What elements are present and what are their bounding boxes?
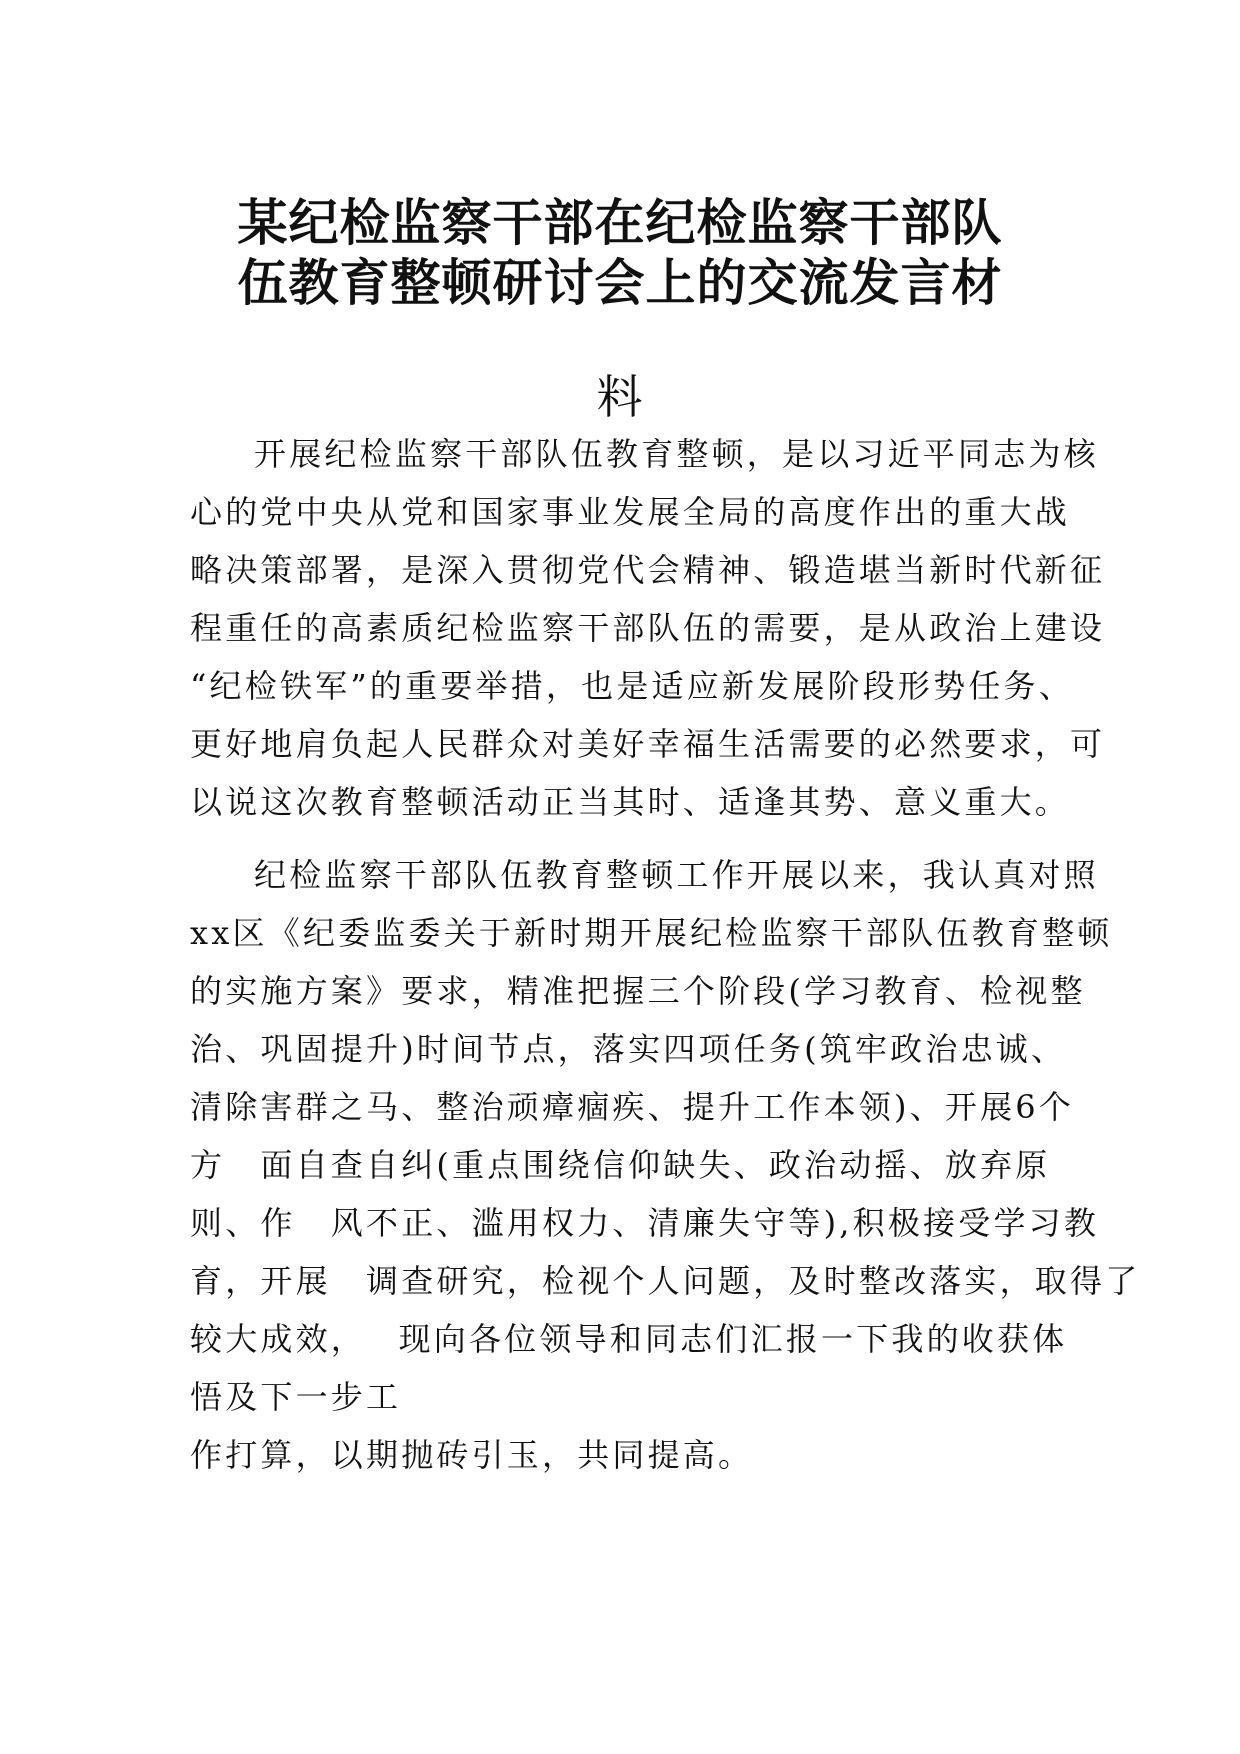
paragraph-1-line-1: 开展纪检监察干部队伍教育整顿，是以习近平同志为核: [254, 435, 1099, 473]
paragraph-1-line-5: “纪检铁军”的重要举措，也是适应新发展阶段形势任务、: [190, 667, 1074, 705]
paragraph-2-line-7: 则、作 风不正、滥用权力、清廉失守等),积极接受学习教: [190, 1204, 1100, 1242]
paragraph-2-line-8: 育，开展 调查研究，检视个人问题，及时整改落实，取得了: [190, 1262, 1141, 1300]
document-title-line-2: 伍教育整顿研讨会上的交流发言材: [237, 254, 1003, 312]
paragraph-1-line-4: 程重任的高素质纪检监察干部队伍的需要，是从政治上建设: [190, 609, 1106, 647]
paragraph-2-line-11: 作打算，以期抛砖引玉，共同提高。: [190, 1436, 754, 1474]
paragraph-2-line-6: 方 面自查自纠(重点围绕信仰缺失、政治动摇、放弃原: [190, 1146, 1051, 1184]
paragraph-1-line-3: 略决策部署，是深入贯彻党代会精神、锻造堪当新时代新征: [190, 551, 1106, 589]
document-title-line-1: 某纪检监察干部在纪检监察干部队: [237, 194, 1003, 252]
paragraph-2-line-2: xx区《纪委监委关于新时期开展纪检监察干部队伍教育整顿: [190, 914, 1113, 952]
paragraph-1-line-6: 更好地肩负起人民群众对美好幸福生活需要的必然要求，可: [190, 725, 1106, 763]
paragraph-2-line-1: 纪检监察干部队伍教育整顿工作开展以来，我认真对照: [254, 856, 1099, 894]
paragraph-2-line-4: 治、巩固提升)时间节点，落实四项任务(筑牢政治忠诚、: [190, 1030, 1067, 1068]
paragraph-2-line-10: 悟及下一步工: [190, 1378, 402, 1416]
paragraph-2-line-9: 较大成效， 现向各位领导和同志们汇报一下我的收获体: [190, 1320, 1068, 1358]
paragraph-2-line-5: 清除害群之马、整治顽瘴痼疾、提升工作本领)、开展6个: [190, 1088, 1075, 1126]
document-title-line-3: 料: [596, 370, 644, 424]
paragraph-2-line-3: 的实施方案》要求，精准把握三个阶段(学习教育、检视整: [190, 972, 1086, 1010]
paragraph-1-line-2: 心的党中央从党和国家事业发展全局的高度作出的重大战: [190, 493, 1071, 531]
paragraph-1-line-7: 以说这次教育整顿活动正当其时、适逢其势、意义重大。: [190, 783, 1071, 821]
